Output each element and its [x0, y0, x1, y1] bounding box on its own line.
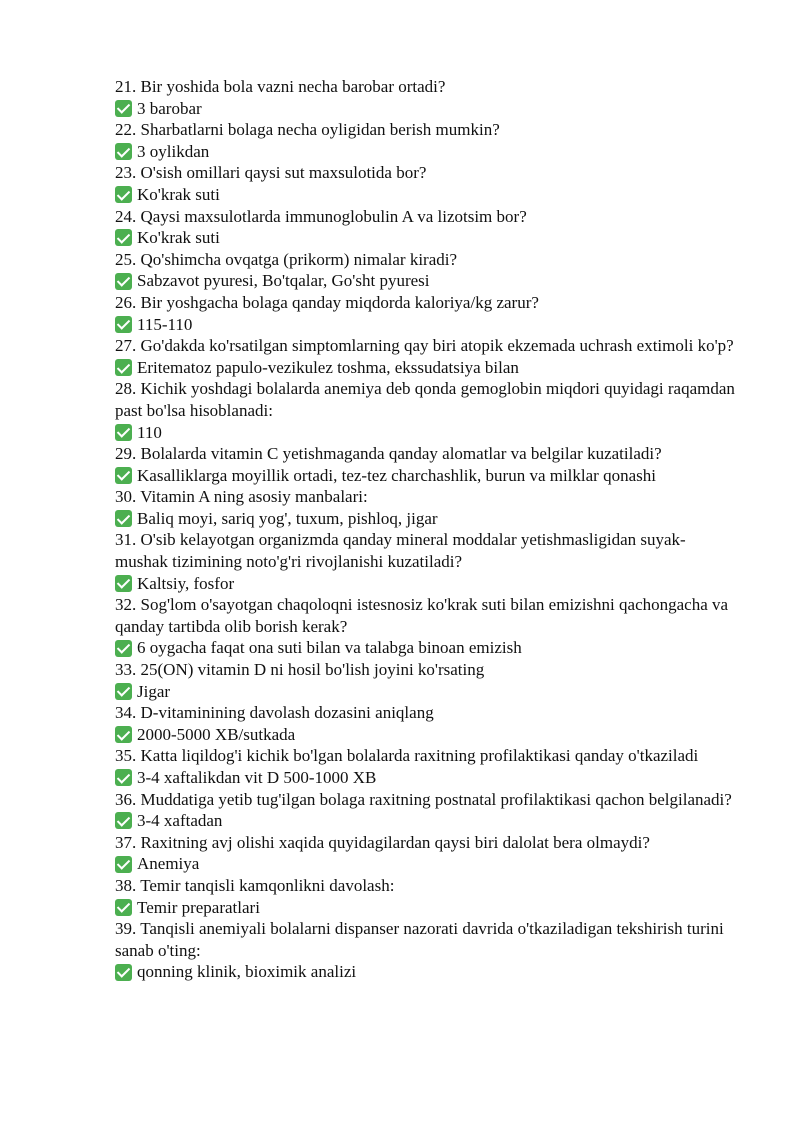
answer-text: Temir preparatlari: [137, 897, 260, 917]
answer-text: 3-4 xaftalikdan vit D 500-1000 XB: [137, 768, 377, 787]
answer-line: [115, 422, 735, 444]
check-mark-icon: [115, 575, 132, 592]
check-mark-icon: [115, 229, 132, 246]
answer-text: 110: [137, 422, 162, 442]
answer-line: [115, 508, 735, 530]
answer-line: [115, 141, 735, 163]
answer-line: [115, 184, 735, 206]
question-text: 33. 25(ON) vitamin D ni hosil bo'lish joyini ko'rsating: [115, 660, 485, 680]
answer-text: Anemiya: [137, 854, 200, 874]
check-mark-icon: [115, 359, 132, 376]
check-mark-icon: [115, 424, 132, 441]
question-item: [115, 702, 735, 745]
answer-line: [115, 961, 735, 983]
question-text: 24. Qaysi maxsulotlarda immunoglobulin A va lizotsim bor?: [115, 206, 527, 226]
answer-text: 115-110: [137, 314, 193, 334]
question-item: [115, 292, 735, 335]
answer-line: [115, 314, 735, 336]
answer-line: [115, 573, 735, 595]
answer-text: 3 oylikdan: [137, 141, 210, 161]
answer-text: 3 barobar: [137, 98, 202, 118]
check-mark-icon: [115, 726, 132, 743]
question-item: [115, 119, 735, 162]
question-item: [115, 832, 735, 875]
question-text: 38. Temir tanqisli kamqonlikni davolash:: [115, 875, 395, 895]
answer-line: [115, 810, 735, 832]
question-item: [115, 335, 735, 378]
answer-line: [115, 853, 735, 875]
question-text: 31. O'sib kelayotgan organizmda qanday mineral moddalar yetishmasligidan suyak-mushak tizimining noto'g'ri rivojlanishi kuzatiladi?: [115, 530, 686, 572]
question-item: [115, 486, 735, 529]
question-item: [115, 659, 735, 702]
check-mark-icon: [115, 683, 132, 700]
question-text: 23. O'sish omillari qaysi sut maxsulotida bor?: [115, 163, 427, 183]
question-list: [115, 76, 735, 983]
question-text: 35. Katta liqildog'i kichik bo'lgan bolalarda raxitning profilaktikasi qanday o'tkaziladi: [115, 746, 699, 766]
answer-line: [115, 681, 735, 703]
answer-line: [115, 270, 735, 292]
check-mark-icon: [115, 273, 132, 290]
answer-text: Sabzavot pyuresi, Bo'tqalar, Go'sht pyuresi: [137, 271, 430, 291]
question-item: [115, 918, 735, 983]
answer-line: [115, 98, 735, 120]
question-text: 30. Vitamin A ning asosiy manbalari:: [115, 487, 368, 507]
check-mark-icon: [115, 964, 132, 981]
question-item: [115, 378, 735, 443]
check-mark-icon: [115, 899, 132, 916]
answer-text: 3-4 xaftadan: [137, 811, 223, 831]
question-text: 39. Tanqisli anemiyali bolalarni dispanser nazorati davrida o'tkaziladigan tekshirish turini sanab o'ting:: [115, 919, 724, 960]
question-item: [115, 76, 735, 119]
answer-text: 2000-5000 XB/sutkada: [137, 724, 296, 744]
question-text: 25. Qo'shimcha ovqatga (prikorm) nimalar kiradi?: [115, 249, 458, 269]
answer-text: Baliq moyi, sariq yog', tuxum, pishloq, jigar: [137, 508, 438, 528]
question-item: [115, 443, 735, 486]
check-mark-icon: [115, 769, 132, 786]
answer-line: [115, 465, 735, 487]
check-mark-icon: [115, 143, 132, 160]
question-text: 34. D-vitaminining davolash dozasini aniqlang: [115, 703, 434, 723]
answer-text: Kaltsiy, fosfor: [137, 573, 235, 593]
question-item: [115, 789, 735, 832]
question-item: [115, 249, 735, 292]
question-text: 29. Bolalarda vitamin C yetishmaganda qanday alomatlar va belgilar kuzatiladi?: [115, 444, 662, 464]
question-text: 27. Go'dakda ko'rsatilgan simptomlarning qay biri atopik ekzemada uchrash extimoli ko'p?: [115, 336, 734, 356]
question-text: 36. Muddatiga yetib tug'ilgan bolaga raxitning postnatal profilaktikasi qachon belgilanadi?: [115, 789, 732, 809]
answer-line: [115, 767, 735, 789]
answer-line: [115, 897, 735, 919]
check-mark-icon: [115, 510, 132, 527]
answer-text: Ko'krak suti: [137, 184, 220, 204]
question-text: 28. Kichik yoshdagi bolalarda anemiya deb qonda gemoglobin miqdori quyidagi raqamdan past bo'lsa hisoblanadi:: [115, 379, 735, 420]
answer-text: Eritematoz papulo-vezikulez toshma, ekssudatsiya bilan: [137, 357, 519, 377]
answer-text: 6 oygacha faqat ona suti bilan va talabga binoan emizish: [137, 638, 522, 658]
question-text: 32. Sog'lom o'sayotgan chaqoloqni istesnosiz ko'krak suti bilan emizishni qachongacha va qanday tartibda olib borish kerak?: [115, 595, 729, 636]
check-mark-icon: [115, 186, 132, 203]
answer-text: qonning klinik, bioximik analizi: [137, 962, 357, 982]
question-item: [115, 594, 735, 659]
answer-line: [115, 724, 735, 746]
check-mark-icon: [115, 100, 132, 117]
question-text: 21. Bir yoshida bola vazni necha barobar ortadi?: [115, 77, 446, 96]
question-text: 22. Sharbatlarni bolaga necha oyligidan berish mumkin?: [115, 120, 500, 140]
answer-text: Kasalliklarga moyillik ortadi, tez-tez charchashlik, burun va milklar qonashi: [137, 465, 656, 485]
answer-line: [115, 227, 735, 249]
question-item: [115, 162, 735, 205]
answer-line: [115, 357, 735, 379]
answer-line: [115, 637, 735, 659]
answer-text: Jigar: [137, 681, 171, 701]
question-item: [115, 206, 735, 249]
check-mark-icon: [115, 467, 132, 484]
check-mark-icon: [115, 640, 132, 657]
check-mark-icon: [115, 812, 132, 829]
question-text: 26. Bir yoshgacha bolaga qanday miqdorda kaloriya/kg zarur?: [115, 292, 539, 312]
question-text: 37. Raxitning avj olishi xaqida quyidagilardan qaysi biri dalolat bera olmaydi?: [115, 832, 650, 852]
check-mark-icon: [115, 316, 132, 333]
question-item: [115, 875, 735, 918]
question-item: [115, 529, 735, 594]
answer-text: Ko'krak suti: [137, 228, 220, 248]
question-item: [115, 745, 735, 788]
check-mark-icon: [115, 856, 132, 873]
